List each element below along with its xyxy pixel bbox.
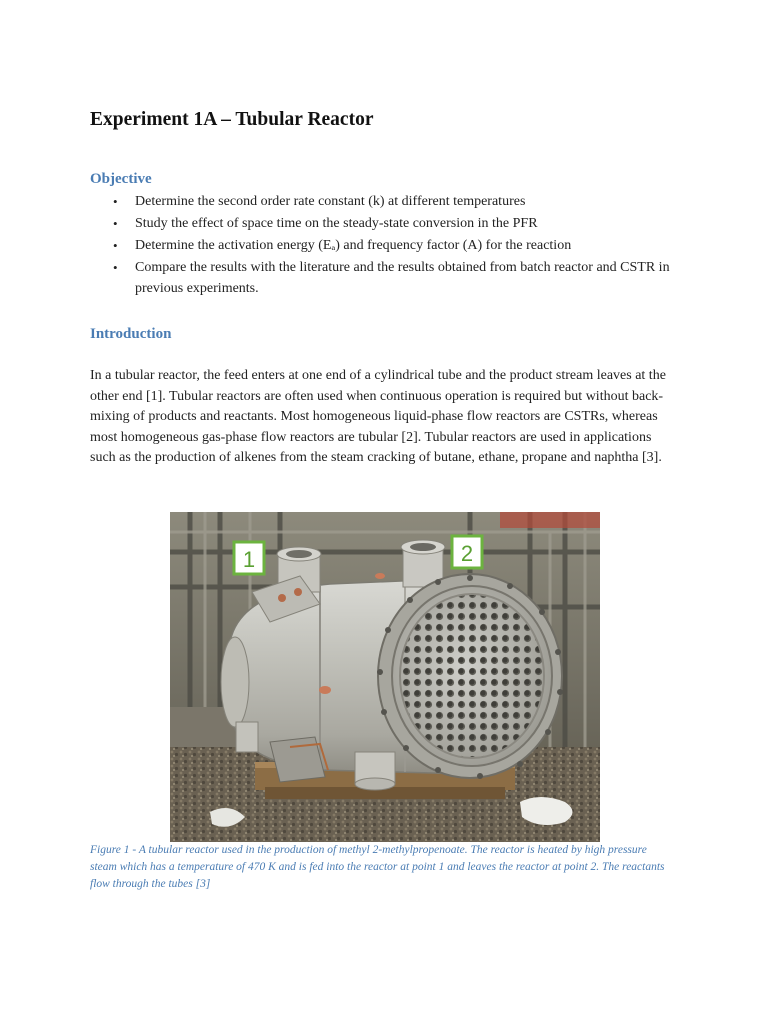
list-item: [90, 235, 690, 256]
introduction-paragraph: In a tubular reactor, the feed enters at one end of a cylindrical tube and the product stream leaves at the other end [1]. Tubular reactors are often used when continuous operation is required but without back-mixing of products and reactants. Most homogeneous liquid-phase flow reactors are CSTRs, whereas most homogeneous gas-phase flow reactors are tubular [2]. Tubular reactors are used in applications such as the production of alkenes from the steam cracking of butane, ethane, propane and naphtha [3].: [90, 368, 666, 465]
objective-text: Compare the results with the literature and the results obtained from batch reactor and CSTR in previous experiments.: [135, 260, 670, 296]
reactor-photo: [170, 512, 600, 842]
objective-text: Study the effect of space time on the steady-state conversion in the PFR: [135, 216, 538, 231]
bullet-icon: •: [113, 216, 118, 231]
label-1-badge: [234, 542, 264, 574]
figure-caption: Figure 1 - A tubular reactor used in the production of methyl 2-methylpropenoate. The reactor is heated by high pressure steam which has a temperature of 470 K and is fed into the reactor at point 1 and leaves the reactor at point 2. The reactants flow through the tubes [3]: [90, 844, 665, 890]
bullet-icon: •: [113, 260, 118, 275]
page-title: Experiment 1A – Tubular Reactor: [90, 109, 374, 130]
bullet-icon: •: [113, 194, 118, 209]
objective-heading: Objective: [90, 171, 152, 187]
label-2-badge: [452, 536, 482, 568]
bullet-icon: •: [113, 238, 118, 253]
objective-text: Determine the second order rate constant (k) at different temperatures: [135, 194, 526, 209]
svg-text:2: 2: [460, 541, 474, 566]
list-item: [90, 257, 690, 299]
objective-text: Determine the activation energy (Eₐ) and frequency factor (A) for the reaction: [135, 238, 572, 253]
introduction-heading: Introduction: [90, 326, 172, 342]
svg-text:1: 1: [242, 547, 256, 572]
reactor-illustration: [170, 512, 600, 842]
list-item: [90, 191, 690, 212]
objectives-list: [90, 191, 690, 300]
list-item: [90, 213, 690, 234]
